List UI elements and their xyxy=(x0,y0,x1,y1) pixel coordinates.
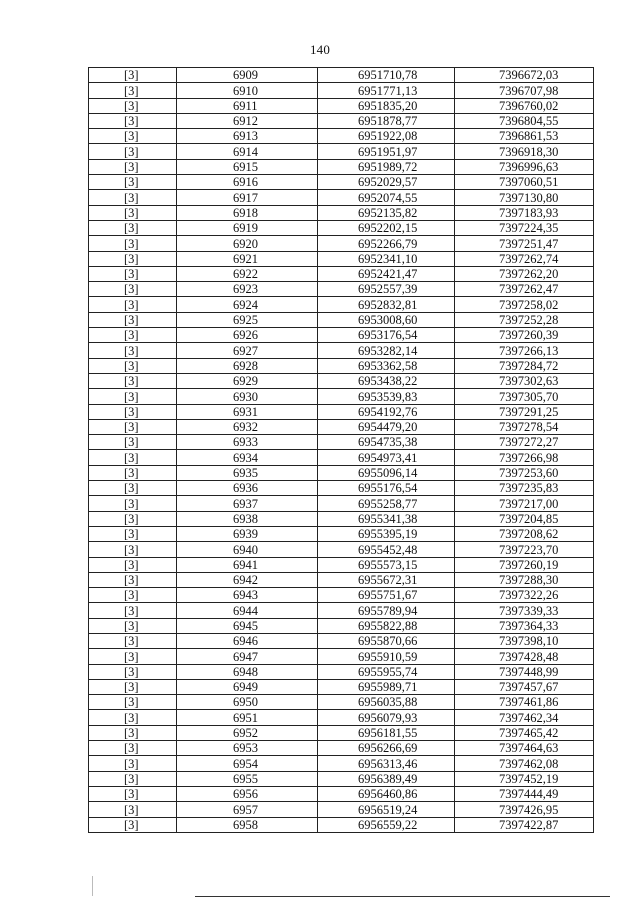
point-number-cell: 6929 xyxy=(177,373,318,388)
reference-cell: [3] xyxy=(89,175,177,190)
x-coordinate-cell: 6956035,88 xyxy=(318,695,455,710)
point-number-cell: 6949 xyxy=(177,679,318,694)
x-coordinate-cell: 6955176,54 xyxy=(318,481,455,496)
table-row xyxy=(89,526,594,541)
table-row xyxy=(89,129,594,144)
y-coordinate-cell: 7397465,42 xyxy=(455,725,594,740)
y-coordinate-cell: 7397398,10 xyxy=(455,633,594,648)
table-row xyxy=(89,450,594,465)
y-coordinate-cell: 7397266,13 xyxy=(455,343,594,358)
point-number-cell: 6957 xyxy=(177,802,318,817)
y-coordinate-cell: 7397224,35 xyxy=(455,220,594,235)
point-number-cell: 6913 xyxy=(177,129,318,144)
scan-margin-mark xyxy=(92,876,93,896)
y-coordinate-cell: 7397266,98 xyxy=(455,450,594,465)
reference-cell: [3] xyxy=(89,113,177,128)
y-coordinate-cell: 7397262,74 xyxy=(455,251,594,266)
table-row xyxy=(89,144,594,159)
point-number-cell: 6954 xyxy=(177,756,318,771)
point-number-cell: 6922 xyxy=(177,266,318,281)
y-coordinate-cell: 7397444,49 xyxy=(455,786,594,801)
y-coordinate-cell: 7397464,63 xyxy=(455,741,594,756)
y-coordinate-cell: 7397448,99 xyxy=(455,664,594,679)
x-coordinate-cell: 6952266,79 xyxy=(318,236,455,251)
reference-cell: [3] xyxy=(89,771,177,786)
x-coordinate-cell: 6954735,38 xyxy=(318,435,455,450)
point-number-cell: 6927 xyxy=(177,343,318,358)
reference-cell: [3] xyxy=(89,695,177,710)
y-coordinate-cell: 7397428,48 xyxy=(455,649,594,664)
table-row xyxy=(89,695,594,710)
y-coordinate-cell: 7397322,26 xyxy=(455,588,594,603)
table-row xyxy=(89,389,594,404)
y-coordinate-cell: 7397060,51 xyxy=(455,175,594,190)
x-coordinate-cell: 6955258,77 xyxy=(318,496,455,511)
reference-cell: [3] xyxy=(89,526,177,541)
y-coordinate-cell: 7397260,19 xyxy=(455,557,594,572)
y-coordinate-cell: 7397364,33 xyxy=(455,618,594,633)
point-number-cell: 6912 xyxy=(177,113,318,128)
reference-cell: [3] xyxy=(89,664,177,679)
point-number-cell: 6920 xyxy=(177,236,318,251)
table-row xyxy=(89,465,594,480)
table-row xyxy=(89,802,594,817)
y-coordinate-cell: 7397258,02 xyxy=(455,297,594,312)
y-coordinate-cell: 7397217,00 xyxy=(455,496,594,511)
reference-cell: [3] xyxy=(89,679,177,694)
x-coordinate-cell: 6953438,22 xyxy=(318,373,455,388)
reference-cell: [3] xyxy=(89,129,177,144)
x-coordinate-cell: 6956559,22 xyxy=(318,817,455,832)
x-coordinate-cell: 6955452,48 xyxy=(318,542,455,557)
reference-cell: [3] xyxy=(89,741,177,756)
reference-cell: [3] xyxy=(89,251,177,266)
reference-cell: [3] xyxy=(89,404,177,419)
x-coordinate-cell: 6956460,86 xyxy=(318,786,455,801)
reference-cell: [3] xyxy=(89,190,177,205)
y-coordinate-cell: 7397262,47 xyxy=(455,282,594,297)
table-row xyxy=(89,771,594,786)
point-number-cell: 6910 xyxy=(177,83,318,98)
x-coordinate-cell: 6952341,10 xyxy=(318,251,455,266)
point-number-cell: 6921 xyxy=(177,251,318,266)
x-coordinate-cell: 6951951,97 xyxy=(318,144,455,159)
point-number-cell: 6951 xyxy=(177,710,318,725)
y-coordinate-cell: 7397223,70 xyxy=(455,542,594,557)
point-number-cell: 6931 xyxy=(177,404,318,419)
x-coordinate-cell: 6951878,77 xyxy=(318,113,455,128)
x-coordinate-cell: 6956079,93 xyxy=(318,710,455,725)
x-coordinate-cell: 6955573,15 xyxy=(318,557,455,572)
reference-cell: [3] xyxy=(89,373,177,388)
table-row xyxy=(89,358,594,373)
y-coordinate-cell: 7396861,53 xyxy=(455,129,594,144)
reference-cell: [3] xyxy=(89,68,177,83)
x-coordinate-cell: 6951710,78 xyxy=(318,68,455,83)
y-coordinate-cell: 7397253,60 xyxy=(455,465,594,480)
x-coordinate-cell: 6954192,76 xyxy=(318,404,455,419)
x-coordinate-cell: 6953008,60 xyxy=(318,312,455,327)
x-coordinate-cell: 6954973,41 xyxy=(318,450,455,465)
reference-cell: [3] xyxy=(89,83,177,98)
point-number-cell: 6958 xyxy=(177,817,318,832)
reference-cell: [3] xyxy=(89,817,177,832)
x-coordinate-cell: 6955789,94 xyxy=(318,603,455,618)
reference-cell: [3] xyxy=(89,144,177,159)
y-coordinate-cell: 7397284,72 xyxy=(455,358,594,373)
table-row xyxy=(89,83,594,98)
reference-cell: [3] xyxy=(89,786,177,801)
point-number-cell: 6917 xyxy=(177,190,318,205)
x-coordinate-cell: 6952074,55 xyxy=(318,190,455,205)
table-row xyxy=(89,710,594,725)
point-number-cell: 6942 xyxy=(177,572,318,587)
reference-cell: [3] xyxy=(89,511,177,526)
y-coordinate-cell: 7397452,19 xyxy=(455,771,594,786)
point-number-cell: 6939 xyxy=(177,526,318,541)
reference-cell: [3] xyxy=(89,725,177,740)
table-row xyxy=(89,297,594,312)
table-row xyxy=(89,404,594,419)
x-coordinate-cell: 6953282,14 xyxy=(318,343,455,358)
y-coordinate-cell: 7397291,25 xyxy=(455,404,594,419)
x-coordinate-cell: 6955910,59 xyxy=(318,649,455,664)
x-coordinate-cell: 6956389,49 xyxy=(318,771,455,786)
x-coordinate-cell: 6955672,31 xyxy=(318,572,455,587)
x-coordinate-cell: 6951771,13 xyxy=(318,83,455,98)
table-row xyxy=(89,511,594,526)
reference-cell: [3] xyxy=(89,358,177,373)
table-row xyxy=(89,572,594,587)
x-coordinate-cell: 6951989,72 xyxy=(318,159,455,174)
x-coordinate-cell: 6952029,57 xyxy=(318,175,455,190)
table-row xyxy=(89,220,594,235)
table-row xyxy=(89,649,594,664)
y-coordinate-cell: 7397183,93 xyxy=(455,205,594,220)
point-number-cell: 6915 xyxy=(177,159,318,174)
point-number-cell: 6933 xyxy=(177,435,318,450)
table-row xyxy=(89,159,594,174)
table-row xyxy=(89,725,594,740)
y-coordinate-cell: 7397462,08 xyxy=(455,756,594,771)
x-coordinate-cell: 6955341,38 xyxy=(318,511,455,526)
x-coordinate-cell: 6951835,20 xyxy=(318,98,455,113)
x-coordinate-cell: 6952202,15 xyxy=(318,220,455,235)
point-number-cell: 6940 xyxy=(177,542,318,557)
x-coordinate-cell: 6956519,24 xyxy=(318,802,455,817)
x-coordinate-cell: 6955751,67 xyxy=(318,588,455,603)
table-row xyxy=(89,190,594,205)
point-number-cell: 6948 xyxy=(177,664,318,679)
table-row xyxy=(89,236,594,251)
point-number-cell: 6932 xyxy=(177,419,318,434)
x-coordinate-cell: 6955955,74 xyxy=(318,664,455,679)
x-coordinate-cell: 6952135,82 xyxy=(318,205,455,220)
reference-cell: [3] xyxy=(89,220,177,235)
point-number-cell: 6925 xyxy=(177,312,318,327)
reference-cell: [3] xyxy=(89,450,177,465)
point-number-cell: 6937 xyxy=(177,496,318,511)
point-number-cell: 6953 xyxy=(177,741,318,756)
y-coordinate-cell: 7397208,62 xyxy=(455,526,594,541)
point-number-cell: 6938 xyxy=(177,511,318,526)
x-coordinate-cell: 6955870,66 xyxy=(318,633,455,648)
point-number-cell: 6945 xyxy=(177,618,318,633)
reference-cell: [3] xyxy=(89,572,177,587)
reference-cell: [3] xyxy=(89,159,177,174)
table-row xyxy=(89,481,594,496)
reference-cell: [3] xyxy=(89,557,177,572)
reference-cell: [3] xyxy=(89,236,177,251)
point-number-cell: 6944 xyxy=(177,603,318,618)
point-number-cell: 6928 xyxy=(177,358,318,373)
x-coordinate-cell: 6953176,54 xyxy=(318,328,455,343)
reference-cell: [3] xyxy=(89,542,177,557)
reference-cell: [3] xyxy=(89,98,177,113)
point-number-cell: 6947 xyxy=(177,649,318,664)
y-coordinate-cell: 7397422,87 xyxy=(455,817,594,832)
point-number-cell: 6930 xyxy=(177,389,318,404)
point-number-cell: 6909 xyxy=(177,68,318,83)
x-coordinate-cell: 6955822,88 xyxy=(318,618,455,633)
point-number-cell: 6936 xyxy=(177,481,318,496)
coordinates-table-body xyxy=(89,68,594,833)
table-row xyxy=(89,175,594,190)
y-coordinate-cell: 7397204,85 xyxy=(455,511,594,526)
point-number-cell: 6955 xyxy=(177,771,318,786)
y-coordinate-cell: 7397251,47 xyxy=(455,236,594,251)
table-row xyxy=(89,435,594,450)
table-row xyxy=(89,113,594,128)
point-number-cell: 6956 xyxy=(177,786,318,801)
y-coordinate-cell: 7397252,28 xyxy=(455,312,594,327)
y-coordinate-cell: 7397235,83 xyxy=(455,481,594,496)
point-number-cell: 6935 xyxy=(177,465,318,480)
point-number-cell: 6924 xyxy=(177,297,318,312)
x-coordinate-cell: 6956266,69 xyxy=(318,741,455,756)
point-number-cell: 6914 xyxy=(177,144,318,159)
y-coordinate-cell: 7397339,33 xyxy=(455,603,594,618)
reference-cell: [3] xyxy=(89,802,177,817)
point-number-cell: 6950 xyxy=(177,695,318,710)
x-coordinate-cell: 6953362,58 xyxy=(318,358,455,373)
table-row xyxy=(89,496,594,511)
y-coordinate-cell: 7397260,39 xyxy=(455,328,594,343)
reference-cell: [3] xyxy=(89,465,177,480)
table-row xyxy=(89,741,594,756)
reference-cell: [3] xyxy=(89,588,177,603)
point-number-cell: 6943 xyxy=(177,588,318,603)
y-coordinate-cell: 7397457,67 xyxy=(455,679,594,694)
point-number-cell: 6918 xyxy=(177,205,318,220)
table-row xyxy=(89,557,594,572)
y-coordinate-cell: 7397426,95 xyxy=(455,802,594,817)
table-row xyxy=(89,756,594,771)
y-coordinate-cell: 7397461,86 xyxy=(455,695,594,710)
x-coordinate-cell: 6952557,39 xyxy=(318,282,455,297)
reference-cell: [3] xyxy=(89,756,177,771)
reference-cell: [3] xyxy=(89,266,177,281)
reference-cell: [3] xyxy=(89,389,177,404)
reference-cell: [3] xyxy=(89,419,177,434)
reference-cell: [3] xyxy=(89,633,177,648)
x-coordinate-cell: 6956181,55 xyxy=(318,725,455,740)
reference-cell: [3] xyxy=(89,282,177,297)
reference-cell: [3] xyxy=(89,297,177,312)
x-coordinate-cell: 6953539,83 xyxy=(318,389,455,404)
reference-cell: [3] xyxy=(89,603,177,618)
y-coordinate-cell: 7396672,03 xyxy=(455,68,594,83)
y-coordinate-cell: 7397130,80 xyxy=(455,190,594,205)
point-number-cell: 6926 xyxy=(177,328,318,343)
y-coordinate-cell: 7397272,27 xyxy=(455,435,594,450)
coordinates-table xyxy=(88,67,594,833)
y-coordinate-cell: 7396996,63 xyxy=(455,159,594,174)
x-coordinate-cell: 6955989,71 xyxy=(318,679,455,694)
reference-cell: [3] xyxy=(89,343,177,358)
point-number-cell: 6941 xyxy=(177,557,318,572)
table-row xyxy=(89,282,594,297)
y-coordinate-cell: 7396760,02 xyxy=(455,98,594,113)
point-number-cell: 6916 xyxy=(177,175,318,190)
table-row xyxy=(89,343,594,358)
reference-cell: [3] xyxy=(89,496,177,511)
table-row xyxy=(89,373,594,388)
y-coordinate-cell: 7397288,30 xyxy=(455,572,594,587)
table-row xyxy=(89,312,594,327)
reference-cell: [3] xyxy=(89,649,177,664)
table-row xyxy=(89,664,594,679)
table-row xyxy=(89,419,594,434)
x-coordinate-cell: 6951922,08 xyxy=(318,129,455,144)
reference-cell: [3] xyxy=(89,618,177,633)
x-coordinate-cell: 6955096,14 xyxy=(318,465,455,480)
y-coordinate-cell: 7397262,20 xyxy=(455,266,594,281)
y-coordinate-cell: 7397302,63 xyxy=(455,373,594,388)
y-coordinate-cell: 7396804,55 xyxy=(455,113,594,128)
table-row xyxy=(89,251,594,266)
point-number-cell: 6946 xyxy=(177,633,318,648)
table-row xyxy=(89,588,594,603)
table-row xyxy=(89,328,594,343)
y-coordinate-cell: 7397462,34 xyxy=(455,710,594,725)
reference-cell: [3] xyxy=(89,328,177,343)
table-row xyxy=(89,618,594,633)
table-row xyxy=(89,786,594,801)
y-coordinate-cell: 7396707,98 xyxy=(455,83,594,98)
reference-cell: [3] xyxy=(89,710,177,725)
y-coordinate-cell: 7397278,54 xyxy=(455,419,594,434)
point-number-cell: 6952 xyxy=(177,725,318,740)
footer-rule xyxy=(195,896,610,897)
x-coordinate-cell: 6956313,46 xyxy=(318,756,455,771)
reference-cell: [3] xyxy=(89,481,177,496)
table-row xyxy=(89,679,594,694)
table-row xyxy=(89,205,594,220)
reference-cell: [3] xyxy=(89,205,177,220)
x-coordinate-cell: 6952421,47 xyxy=(318,266,455,281)
point-number-cell: 6911 xyxy=(177,98,318,113)
page-number: 140 xyxy=(309,42,331,57)
x-coordinate-cell: 6954479,20 xyxy=(318,419,455,434)
table-row xyxy=(89,266,594,281)
x-coordinate-cell: 6955395,19 xyxy=(318,526,455,541)
point-number-cell: 6923 xyxy=(177,282,318,297)
point-number-cell: 6934 xyxy=(177,450,318,465)
table-row xyxy=(89,817,594,832)
y-coordinate-cell: 7396918,30 xyxy=(455,144,594,159)
y-coordinate-cell: 7397305,70 xyxy=(455,389,594,404)
table-row xyxy=(89,542,594,557)
reference-cell: [3] xyxy=(89,435,177,450)
reference-cell: [3] xyxy=(89,312,177,327)
table-row xyxy=(89,603,594,618)
x-coordinate-cell: 6952832,81 xyxy=(318,297,455,312)
point-number-cell: 6919 xyxy=(177,220,318,235)
table-row xyxy=(89,633,594,648)
table-row xyxy=(89,98,594,113)
table-row xyxy=(89,68,594,83)
